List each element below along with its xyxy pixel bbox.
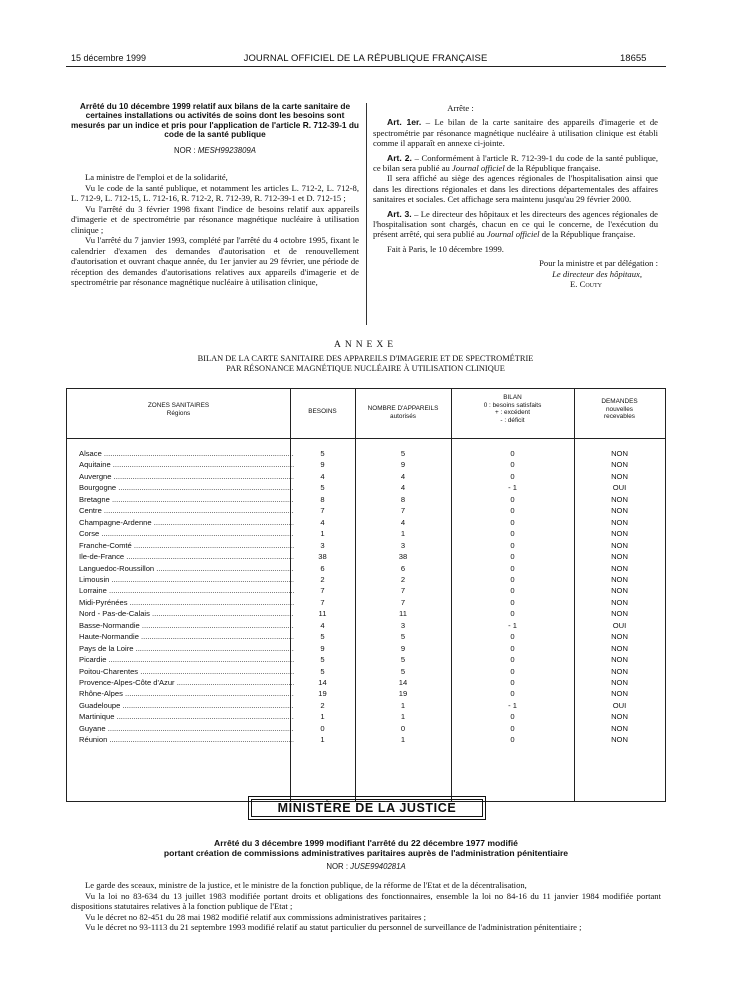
- paragraph: Vu le décret no 93-1113 du 21 septembre 1993 modifié relatif au statut particulier du personnel de surveillance de l'administration pénitentiaire ;: [85, 922, 582, 933]
- table-row: [67, 620, 665, 631]
- table-row: [67, 631, 665, 642]
- arrete-nor: [71, 146, 359, 157]
- cell-region: Haute-Normandie .....: [79, 631, 294, 642]
- table-row: [67, 711, 665, 722]
- cell-besoins: 2: [320, 700, 325, 710]
- cell-bilan: 0: [510, 540, 515, 550]
- cell-bilan: 0: [510, 712, 515, 722]
- table-row: [67, 654, 665, 665]
- cell-demandes: OUI: [612, 700, 627, 710]
- cell-demandes: NON: [611, 574, 628, 584]
- cell-demandes: OUI: [612, 483, 627, 493]
- cell-besoins: 3: [320, 540, 325, 550]
- cell-nombre: 1: [400, 735, 406, 745]
- cell-bilan: 0: [510, 563, 515, 573]
- cell-besoins: 1: [320, 735, 325, 745]
- cell-region: Nord - Pas-de-Calais .....: [79, 608, 294, 619]
- article-1: [373, 117, 658, 148]
- paragraph: La ministre de l'emploi et de la solidarité,: [85, 172, 228, 183]
- paragraph: Vu le décret no 82-451 du 28 mai 1982 modifié relatif aux commissions administratives paritaires ;: [85, 911, 427, 922]
- cell-bilan: 0: [510, 574, 515, 584]
- cell-bilan: 0: [510, 609, 515, 619]
- cell-region: Auvergne .....: [79, 471, 294, 482]
- col-header-text: ZONES SANITAIRES: [147, 402, 210, 409]
- cell-besoins: 19: [318, 689, 327, 699]
- cell-region: Franche-Comté .....: [79, 540, 294, 551]
- col-header-demandes: [574, 398, 665, 421]
- cell-besoins: 5: [320, 666, 325, 676]
- cell-bilan: 0: [510, 494, 515, 504]
- article-3: [373, 209, 658, 240]
- cell-nombre: 19: [398, 689, 408, 699]
- cell-besoins: 5: [320, 449, 325, 458]
- article-label: Art. 2.: [387, 152, 412, 163]
- cell-besoins: 7: [320, 506, 325, 516]
- cell-nombre: 9: [400, 643, 406, 653]
- cell-bilan: 0: [510, 597, 515, 607]
- cell-demandes: NON: [611, 723, 628, 733]
- table-row: [67, 505, 665, 516]
- table-row: [67, 734, 665, 745]
- cell-nombre: 9: [400, 460, 406, 470]
- cell-nombre: 4: [400, 517, 406, 527]
- header-divider: [67, 438, 665, 439]
- annexe-subtitle-line: BILAN DE LA CARTE SANITAIRE DES APPAREILS D'IMAGERIE ET DE SPECTROMÉTRIE: [197, 354, 534, 363]
- cell-region: Corse .....: [79, 528, 294, 539]
- article-2-paragraph: Il sera affiché au siège des agences régionales de l'hospitalisation ainsi que dans les directions régionales et dans les directions départementales des affaires sanitaires et sociales. Cet affichage sera maintenu jusqu'au 29 février 2000.: [373, 173, 658, 205]
- justice-body: [71, 880, 661, 933]
- cell-bilan: 0: [510, 552, 515, 562]
- arrete-word: Arrête :: [447, 103, 474, 113]
- cell-region: Rhône-Alpes .....: [79, 688, 294, 699]
- cell-besoins: 7: [320, 586, 325, 596]
- cell-bilan: 0: [510, 689, 515, 699]
- arrete-left-column: [71, 102, 359, 288]
- table-row: [67, 643, 665, 654]
- cell-besoins: 4: [320, 620, 325, 630]
- article-text: – Le directeur des hôpitaux et les directeurs des agences régionales de l'hospitalisation sont chargés, chacun en ce qui le concerne, de l'exécution du présent arrêté, qui sera publié au: [373, 208, 658, 240]
- cell-besoins: 6: [320, 563, 325, 573]
- article-text: de la République française.: [504, 163, 601, 174]
- cell-bilan: 0: [510, 471, 515, 481]
- annexe-subtitle-line: PAR RÉSONANCE MAGNÉTIQUE NUCLÉAIRE À UTILISATION CLINIQUE: [226, 364, 505, 373]
- cell-nombre: 3: [400, 620, 406, 630]
- cell-besoins: 0: [320, 723, 325, 733]
- col-header-besoins: BESOINS: [308, 408, 337, 415]
- col-header-subtext: + : excédent: [495, 409, 530, 416]
- header-page-number: 18655: [620, 53, 647, 64]
- col-header-nombre: [355, 405, 451, 420]
- cell-nombre: 4: [400, 471, 406, 481]
- cell-nombre: 38: [398, 552, 408, 562]
- col-header-subtext: nouvelles: [605, 405, 633, 413]
- cell-demandes: NON: [611, 449, 628, 458]
- cell-bilan: - 1: [508, 620, 517, 630]
- cell-region: Aquitaine .....: [79, 459, 294, 470]
- cell-besoins: 1: [320, 529, 325, 539]
- table-row: [67, 563, 665, 574]
- cell-nombre: 1: [400, 700, 406, 710]
- cell-demandes: NON: [611, 471, 628, 481]
- cell-region: Basse-Normandie .....: [79, 620, 294, 631]
- article-text: – Conformément à l'article R. 712-39-1 du code de la santé publique, ce bilan sera publié au: [373, 152, 658, 174]
- table-row: [67, 540, 665, 551]
- cell-demandes: NON: [611, 609, 628, 619]
- col-header-subtext: Régions: [166, 409, 191, 417]
- arrete-right-column: [373, 103, 658, 290]
- article-label: Art. 3.: [387, 208, 412, 219]
- table-row: [67, 677, 665, 688]
- cell-region: Alsace .....: [79, 448, 294, 459]
- signature-name: E. Couty: [570, 279, 602, 290]
- cell-region: Pays de la Loire .....: [79, 643, 294, 654]
- cell-region: Midi-Pyrénées .....: [79, 597, 294, 608]
- cell-besoins: 1: [320, 712, 325, 722]
- table-row: [67, 585, 665, 596]
- cell-nombre: 11: [399, 609, 407, 619]
- table-row: [67, 494, 665, 505]
- nor-label: NOR :: [326, 862, 348, 871]
- paragraph: Le garde des sceaux, ministre de la justice, et le ministre de la fonction publique, de la réforme de l'Etat et de la décentralisation,: [85, 880, 527, 890]
- cell-nombre: 6: [400, 563, 406, 573]
- cell-bilan: 0: [510, 666, 515, 676]
- cell-nombre: 1: [400, 529, 406, 539]
- col-header-subtext: recevables: [604, 413, 635, 420]
- header-journal-title: JOURNAL OFFICIEL DE LA RÉPUBLIQUE FRANÇAISE: [243, 53, 488, 64]
- cell-nombre: 0: [400, 723, 406, 733]
- justice-title-line: Arrêté du 3 décembre 1999 modifiant l'arrêté du 22 décembre 1977 modifié: [214, 838, 518, 848]
- col-header-subtext: - : déficit: [500, 416, 525, 424]
- cell-besoins: 9: [320, 643, 325, 653]
- cell-nombre: 7: [400, 586, 406, 596]
- signature-role-text: Le directeur des hôpitaux,: [552, 268, 642, 279]
- cell-demandes: NON: [611, 632, 628, 642]
- cell-besoins: 5: [320, 483, 325, 493]
- cell-demandes: NON: [611, 552, 628, 562]
- article-label: Art. 1er.: [387, 117, 422, 128]
- nor-label: NOR :: [174, 145, 196, 155]
- paragraph: Vu l'arrêté du 7 janvier 1993, complété par l'arrêté du 4 octobre 1995, fixant le calendrier d'examen des demandes d'autorisation et de renouvellement d'autorisation et ouvrant chaque année, du 1er janvier au 29 février, une période de réception des demandes d'autorisations relatives aux appareils d'imagerie et de spectrométrie par résonance magnétique nucléaire à utilisation clinique,: [71, 235, 359, 288]
- table-row: [67, 723, 665, 734]
- table-row: [67, 574, 665, 585]
- table-row: [67, 448, 665, 459]
- cell-nombre: 5: [400, 449, 406, 458]
- cell-besoins: 4: [320, 471, 325, 481]
- arrete-title: Arrêté du 10 décembre 1999 relatif aux bilans de la carte sanitaire de certaines installations ou activités de soins dont les besoins sont mesurés par un indice et pris pour l'application de l'article R. 712-39-1 du code de la santé publique: [71, 101, 359, 140]
- signature-pour: Pour la ministre et par délégation :: [539, 258, 658, 269]
- cell-demandes: NON: [611, 494, 628, 504]
- cell-nombre: 3: [400, 540, 406, 550]
- table-row: [67, 700, 665, 711]
- cell-region: Limousin .....: [79, 574, 294, 585]
- cell-bilan: - 1: [508, 700, 517, 710]
- cell-demandes: NON: [611, 643, 628, 653]
- cell-region: Lorraine .....: [79, 585, 294, 596]
- cell-demandes: NON: [611, 563, 628, 573]
- cell-besoins: 7: [320, 597, 325, 607]
- table-row: [67, 528, 665, 539]
- cell-region: Martinique .....: [79, 711, 294, 722]
- cell-bilan: 0: [510, 632, 515, 642]
- cell-demandes: NON: [611, 735, 628, 745]
- col-header-bilan: [451, 394, 574, 424]
- cell-nombre: 1: [400, 712, 406, 722]
- cell-region: Guyane .....: [79, 723, 294, 734]
- cell-bilan: 0: [510, 735, 515, 745]
- table-row: [67, 551, 665, 562]
- paragraph: Vu l'arrêté du 3 février 1998 fixant l'indice de besoins relatif aux appareils d'imagerie et de spectrométrie par résonance magnétique nucléaire à utilisation clinique ;: [71, 203, 359, 235]
- article-text: de la République française.: [539, 229, 636, 240]
- nor-code: JUSE9940281A: [350, 862, 406, 871]
- cell-nombre: 5: [400, 666, 406, 676]
- annexe-title: ANNEXE: [333, 340, 398, 350]
- cell-demandes: NON: [611, 460, 628, 470]
- nor-code: MESH9923809A: [197, 145, 256, 155]
- cell-nombre: 5: [400, 655, 406, 665]
- justice-title-line: portant création de commissions administratives paritaires auprès de l'administration pénitentiaire: [163, 848, 569, 858]
- cell-besoins: 14: [318, 678, 327, 687]
- cell-bilan: 0: [510, 723, 515, 733]
- cell-nombre: 2: [400, 574, 406, 584]
- cell-demandes: NON: [611, 517, 628, 527]
- journal-officiel-ref: Journal officiel: [486, 229, 540, 240]
- ministry-title: MINISTÈRE DE LA JUSTICE: [251, 799, 483, 817]
- col-header-text: BILAN: [503, 394, 522, 401]
- cell-besoins: 4: [320, 517, 325, 527]
- signature-role: [373, 269, 658, 279]
- table-row: [67, 471, 665, 482]
- cell-demandes: NON: [611, 529, 628, 539]
- cell-nombre: 7: [400, 597, 406, 607]
- col-header-text: NOMBRE D'APPAREILS: [367, 405, 439, 412]
- col-header-subtext: 0 : besoins satisfaits: [483, 401, 542, 409]
- table-row: [67, 597, 665, 608]
- cell-bilan: 0: [510, 655, 515, 665]
- cell-besoins: 9: [320, 460, 325, 470]
- cell-demandes: NON: [611, 540, 628, 550]
- cell-nombre: 7: [400, 506, 406, 516]
- cell-demandes: NON: [611, 506, 628, 516]
- cell-bilan: 0: [510, 643, 515, 653]
- cell-bilan: 0: [510, 460, 515, 470]
- cell-bilan: 0: [510, 506, 515, 516]
- cell-region: Champagne-Ardenne .....: [79, 517, 294, 528]
- col-header-zones: [67, 402, 290, 417]
- cell-bilan: 0: [510, 529, 515, 539]
- table-row: [67, 688, 665, 699]
- cell-bilan: - 1: [508, 483, 517, 493]
- cell-bilan: 0: [510, 517, 515, 527]
- journal-officiel-ref: Journal officiel: [451, 163, 505, 174]
- cell-besoins: 38: [318, 552, 327, 562]
- cell-demandes: NON: [611, 586, 628, 596]
- cell-demandes: NON: [611, 655, 628, 665]
- cell-besoins: 8: [320, 494, 325, 504]
- cell-region: Centre .....: [79, 505, 294, 516]
- header-date: 15 décembre 1999: [71, 53, 147, 63]
- cell-nombre: 14: [398, 678, 408, 687]
- table-row: [67, 608, 665, 619]
- bilan-table: [66, 388, 666, 802]
- cell-besoins: 2: [320, 574, 325, 584]
- cell-bilan: 0: [510, 586, 515, 596]
- cell-demandes: NON: [611, 678, 628, 687]
- cell-region: Ile-de-France .....: [79, 551, 294, 562]
- cell-demandes: NON: [611, 666, 628, 676]
- table-row: [67, 666, 665, 677]
- table-row: [67, 459, 665, 470]
- cell-region: Bretagne .....: [79, 494, 294, 505]
- paragraph: Vu la loi no 83-634 du 13 juillet 1983 modifiée portant droits et obligations des fonctionnaires, ensemble la loi no 84-16 du 11 janvier 1984 modifiée portant dispositions statutaires relatives à la fonction publique de l'Etat ;: [71, 890, 661, 912]
- annexe-subtitle: [0, 354, 731, 374]
- column-separator: [366, 103, 367, 325]
- table-row: [67, 517, 665, 528]
- justice-nor: [71, 862, 661, 871]
- cell-nombre: 4: [400, 483, 406, 493]
- cell-nombre: 8: [400, 494, 406, 504]
- col-header-subtext: autorisés: [390, 412, 416, 420]
- cell-demandes: OUI: [612, 620, 627, 630]
- article-text: – Le bilan de la carte sanitaire des appareils d'imagerie et de spectrométrie par résonance magnétique nucléaire à utilisation clinique est établi comme il apparaît en annexe ci-jointe.: [373, 117, 658, 149]
- cell-bilan: 0: [510, 678, 515, 687]
- justice-arrete-title: [71, 838, 661, 858]
- paragraph: Vu le code de la santé publique, et notamment les articles L. 712-2, L. 712-8, L. 712-9, L. 712-15, L. 712-16, R. 712-2, R. 712-39, R. 712-39-1 et D. 712-15 ;: [71, 182, 359, 204]
- cell-nombre: 5: [400, 632, 406, 642]
- cell-demandes: NON: [611, 689, 628, 699]
- cell-region: Guadeloupe .....: [79, 700, 294, 711]
- cell-region: Réunion .....: [79, 734, 294, 745]
- cell-besoins: 11: [318, 609, 327, 619]
- cell-besoins: 5: [320, 655, 325, 665]
- cell-region: Provence-Alpes-Côte d'Azur .....: [79, 677, 294, 688]
- fait-a-paris: Fait à Paris, le 10 décembre 1999.: [387, 243, 504, 254]
- cell-demandes: NON: [611, 712, 628, 722]
- cell-region: Bourgogne .....: [79, 482, 294, 493]
- cell-bilan: 0: [510, 449, 515, 458]
- table-row: [67, 482, 665, 493]
- article-2: [373, 153, 658, 174]
- ministry-box: [248, 796, 486, 820]
- cell-demandes: NON: [611, 597, 628, 607]
- header-rule: [66, 66, 666, 67]
- cell-region: Languedoc-Roussillon .....: [79, 563, 294, 574]
- col-header-text: DEMANDES: [601, 398, 638, 405]
- cell-besoins: 5: [320, 632, 325, 642]
- cell-region: Picardie .....: [79, 654, 294, 665]
- cell-region: Poitou-Charentes .....: [79, 666, 294, 677]
